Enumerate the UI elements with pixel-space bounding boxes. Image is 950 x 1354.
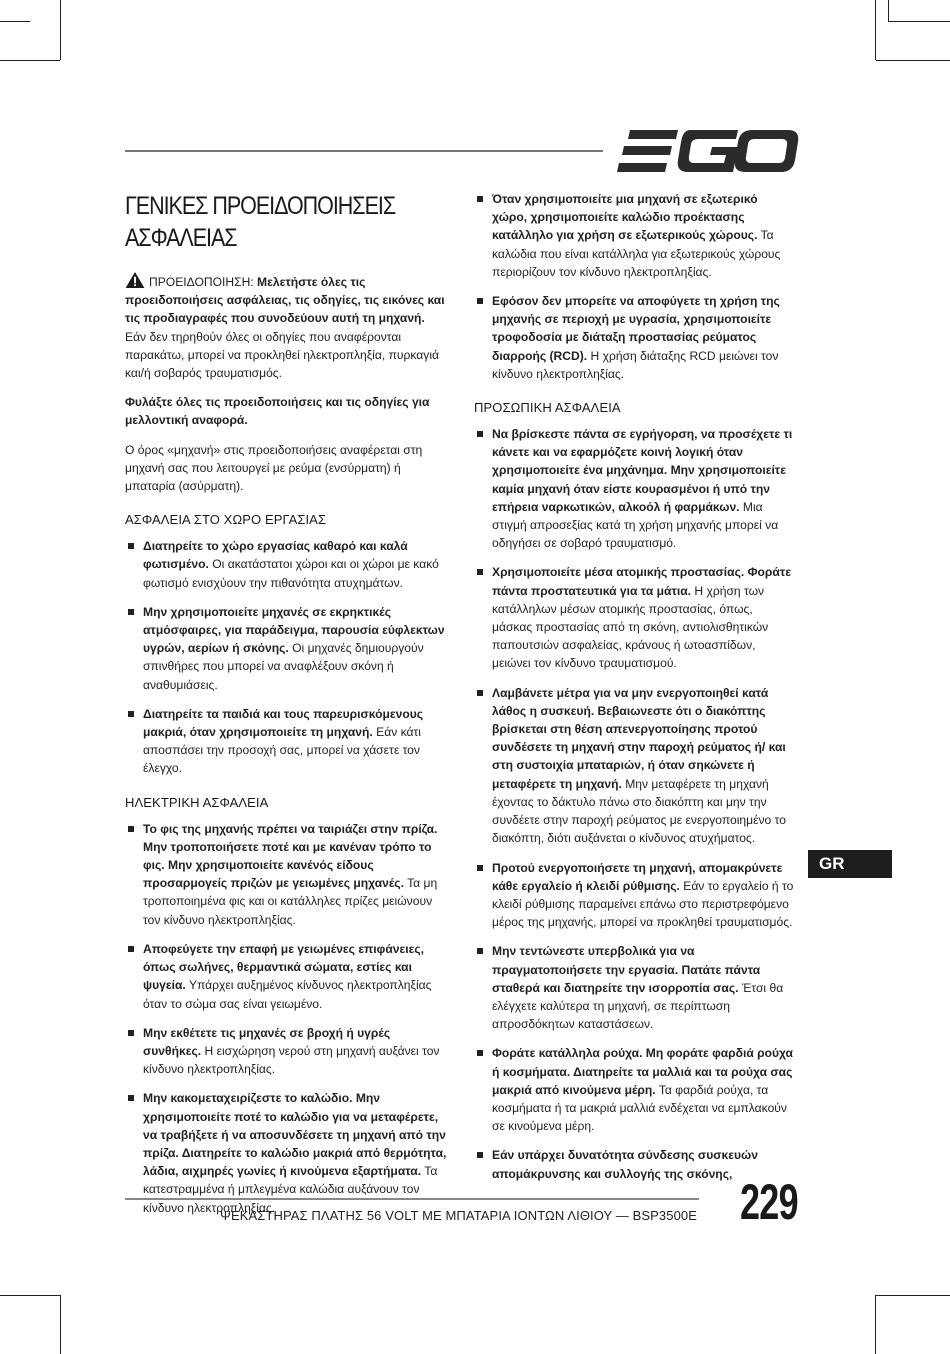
list-item: Διατηρείτε το χώρο εργασίας καθαρό και καλά φωτισμένο. Οι ακατάστατοι χώροι και οι χώροι με κακό φωτισμό ενισχύουν την πιθανότητα ατυχημάτων. <box>125 537 447 592</box>
list-item: Φοράτε κατάλληλα ρούχα. Μη φοράτε φαρδιά ρούχα ή κοσμήματα. Διατηρείτε τα μαλλιά και τα ρούχα σας μακριά από κινούμενα μέρη. Τα φαρδιά ρούχα, τα κοσμήματα ή τα μακριά μαλλιά ενδέχεται να εμπλακούν σε κινούμενα μέρη. <box>474 1044 796 1135</box>
list-item: Χρησιμοποιείτε μέσα ατομικής προστασίας. Φοράτε πάντα προστατευτικά για τα μάτια. Η χρήση των κατάλληλων μέσων ατομικής προστασίας, όπως, μάσκας προστασίας από τη σκόνη, αντιολισθητικών παπουτσιών ασφαλείας, κράνους ή ωτοασπίδων, μειώνει τον κίνδυνο τραυματισμού. <box>474 563 796 672</box>
crop-mark <box>876 60 950 61</box>
section-heading-electrical: ΗΛΕΚΤΡΙΚΗ ΑΣΦΑΛΕΙΑ <box>125 794 269 810</box>
crop-mark <box>0 21 30 22</box>
electrical-list <box>125 820 447 1217</box>
crop-mark <box>60 0 61 60</box>
warning-label: ΠΡΟΕΙΔΟΠΟΙΗΣΗ: <box>149 275 254 289</box>
list-item: Λαμβάνετε μέτρα για να μην ενεργοποιηθεί κατά λάθος η συσκευή. Βεβαιωνεστε ότι ο διακόπτης βρίσκεται στη θέση απενεργοποίησης προτού συνδέσετε τη μηχανή στην παροχή ρεύματος ή/ και στη συστοιχία μπαταριών, ή όταν σηκώνετε ή μεταφέρετε τη μηχανή. Μην μεταφέρετε τη μηχανή έχοντας το δάκτυλο πάνω στο διακόπτη και μην την συνδέετε στην παροχή ρεύματος με ενεργοποιημένο το διακόπτη, διότι αυξάνεται ο κίνδυνος ατυχήματος. <box>474 684 796 848</box>
warning-text: Εάν δεν τηρηθούν όλες οι οδηγίες που αναφέρονται παρακάτω, μπορεί να προκληθεί ηλεκτροπληξία, πυρκαγιά και/ή σοβαρός τραυματισμός. <box>125 329 440 381</box>
section-heading-personal: ΠΡΟΣΩΠΙΚΗ ΑΣΦΑΛΕΙΑ <box>474 400 621 416</box>
crop-mark <box>0 60 60 61</box>
header-rule <box>125 150 603 152</box>
crop-mark <box>876 1295 950 1296</box>
list-item: Μην κακομεταχειρίζεστε το καλώδιο. Μην χρησιμοποιείτε ποτέ το καλώδιο για να μεταφέρετε, να τραβήξετε ή να αποσυνδέσετε τη μηχανή από την πρίζα. Διατηρείτε το καλώδιο μακριά από θερμότητα, λάδια, αιχμηρές γωνίες ή κινούμενα εξαρτήματα. Τα κατεστραμμένα ή μπλεγμένα καλώδια αυξάνουν τον κίνδυνο ηλεκτροπληξίας. <box>125 1089 447 1216</box>
footer-rule <box>125 1198 699 1200</box>
warning-paragraph <box>125 272 447 382</box>
personal-list <box>474 425 796 1183</box>
list-item: Αποφεύγετε την επαφή με γειωμένες επιφάνειες, όπως σωλήνες, θερμαντικά σώματα, εστίες και ψυγεία. Υπάρχει αυξημένος κίνδυνος ηλεκτροπληξίας όταν το σώμα σας είναι γειωμένο. <box>125 940 447 1013</box>
crop-mark <box>875 0 876 60</box>
list-item: Προτού ενεργοποιήσετε τη μηχανή, απομακρύνετε κάθε εργαλείο ή κλειδί ρύθμισης. Εάν το εργαλείο ή το κλειδί ρύθμισης παραμείνει επάνω στο περιστρεφόμενο μέρος της μηχανής, μπορεί να προκληθεί τραυματισμός. <box>474 859 796 932</box>
warning-bold-text: Μελετήστε όλες τις προειδοποιήσεις ασφάλειας, τις οδηγίες, τις εικόνες και τις προδιαγραφές που συνοδεύουν αυτή τη μηχανή. <box>125 275 445 326</box>
footer-product-title: ΨΕΚΑΣΤΗΡΑΣ ΠΛΑΤΗΣ 56 VOLT ΜΕ ΜΠΑΤΑΡΙΑ ΙΟΝΤΩΝ ΛΙΘΙΟΥ — BSP3500E <box>220 1208 697 1223</box>
list-item: Εφόσον δεν μπορείτε να αποφύγετε τη χρήση της μηχανής σε περιοχή με υγρασία, χρησιμοποιείτε τροφοδοσία με διάταξη προστασίας ρεύματος διαρροής (RCD). Η χρήση διάταξης RCD μειώνει τον κίνδυνο ηλεκτροπληξίας. <box>474 292 796 383</box>
list-item: Το φις της μηχανής πρέπει να ταιριάζει στην πρίζα. Μην τροποποιήσετε ποτέ και με κανέναν τρόπο το φις. Μην χρησιμοποιείτε κανένός είδους προσαρμογείς πριζών με γειωμένες μηχανές. Τα μη τροποποιημένα φις και οι κατάλληλες πρίζες μειώνουν τον κίνδυνο ηλεκτροπληξίας. <box>125 820 447 929</box>
page-title: ΓΕΝΙΚΕΣ ΠΡΟΕΙΔΟΠΟΙΗΣΕΙΣ ΑΣΦΑΛΕΙΑΣ <box>125 192 396 252</box>
list-item: Εάν υπάρχει δυνατότητα σύνδεσης συσκευών απομάκρυνσης και συλλογής της σκόνης, <box>474 1146 796 1182</box>
term-definition-note: Ο όρος «μηχανή» στις προειδοποιήσεις αναφέρεται στη μηχανή σας που λειτουργεί με ρεύμα (ενσύρματη) ή μπαταρία (ασύρματη). <box>125 442 423 494</box>
page-number: 229 <box>740 1174 798 1230</box>
crop-mark <box>60 1295 61 1354</box>
work-area-list <box>125 537 447 777</box>
crop-mark <box>888 21 950 22</box>
crop-mark <box>0 1295 60 1296</box>
list-item: Μην τεντώνεστε υπερβολικά για να πραγματοποιήσετε την εργασία. Πατάτε πάντα σταθερά και διατηρείτε την ισορροπία σας. Έτσι θα ελέγχετε καλύτερα τη μηχανή, σε περίπτωση απροσδόκητων καταστάσεων. <box>474 942 796 1033</box>
crop-mark <box>888 0 889 21</box>
list-item: Μην χρησιμοποιείτε μηχανές σε εκρηκτικές ατμόσφαιρες, για παράδειγμα, παρουσία εύφλεκτων υγρών, αερίων ή σκόνης. Οι μηχανές δημιουργούν σπινθήρες που μπορεί να αναφλέξουν σκόνη ή αναθυμιάσεις. <box>125 603 447 694</box>
right-column <box>474 190 796 1194</box>
save-instructions-note: Φυλάξτε όλες τις προειδοποιήσεις και τις οδηγίες για μελλοντική αναφορά. <box>125 395 430 428</box>
warning-triangle-icon <box>125 272 145 288</box>
ego-brand-logo <box>616 128 800 174</box>
list-item: Να βρίσκεστε πάντα σε εγρήγορση, να προσέχετε τι κάνετε και να εφαρμόζετε κοινή λογική όταν χρησιμοποιείτε ένα μηχάνημα. Μην χρησιμοποιείτε καμία μηχανή όταν είστε κουρασμένοι ή υπό την επήρεια ναρκωτικών, αλκοόλ ή φαρμάκων. Μια στιγμή απροσεξίας κατά τη χρήση μηχανής μπορεί να οδηγήσει σε σοβαρό τραυματισμό. <box>474 425 796 552</box>
left-column <box>125 190 447 1228</box>
language-tab: GR <box>808 850 892 878</box>
list-item: Διατηρείτε τα παιδιά και τους παρευρισκόμενους μακριά, όταν χρησιμοποιείτε τη μηχανή. Εάν κάτι αποσπάσει την προσοχή σας, μπορεί να χάσετε τον έλεγχο. <box>125 705 447 778</box>
list-item: Μην εκθέτετε τις μηχανές σε βροχή ή υγρές συνθήκες. Η εισχώρηση νερού στη μηχανή αυξάνει τον κίνδυνο ηλεκτροπληξίας. <box>125 1024 447 1079</box>
section-heading-work-area: ΑΣΦΑΛΕΙΑ ΣΤΟ ΧΩΡΟ ΕΡΓΑΣΙΑΣ <box>125 512 327 528</box>
electrical-list-continued <box>474 190 796 383</box>
list-item: Όταν χρησιμοποιείτε μια μηχανή σε εξωτερικό χώρο, χρησιμοποιείτε καλώδιο προέκτασης κατάλληλο για χρήση σε εξωτερικούς χώρους. Τα καλώδια που είναι κατάλληλα για εξωτερικούς χώρους περιορίζουν τον κίνδυνο ηλεκτροπληξίας. <box>474 190 796 281</box>
crop-mark <box>875 1295 876 1354</box>
